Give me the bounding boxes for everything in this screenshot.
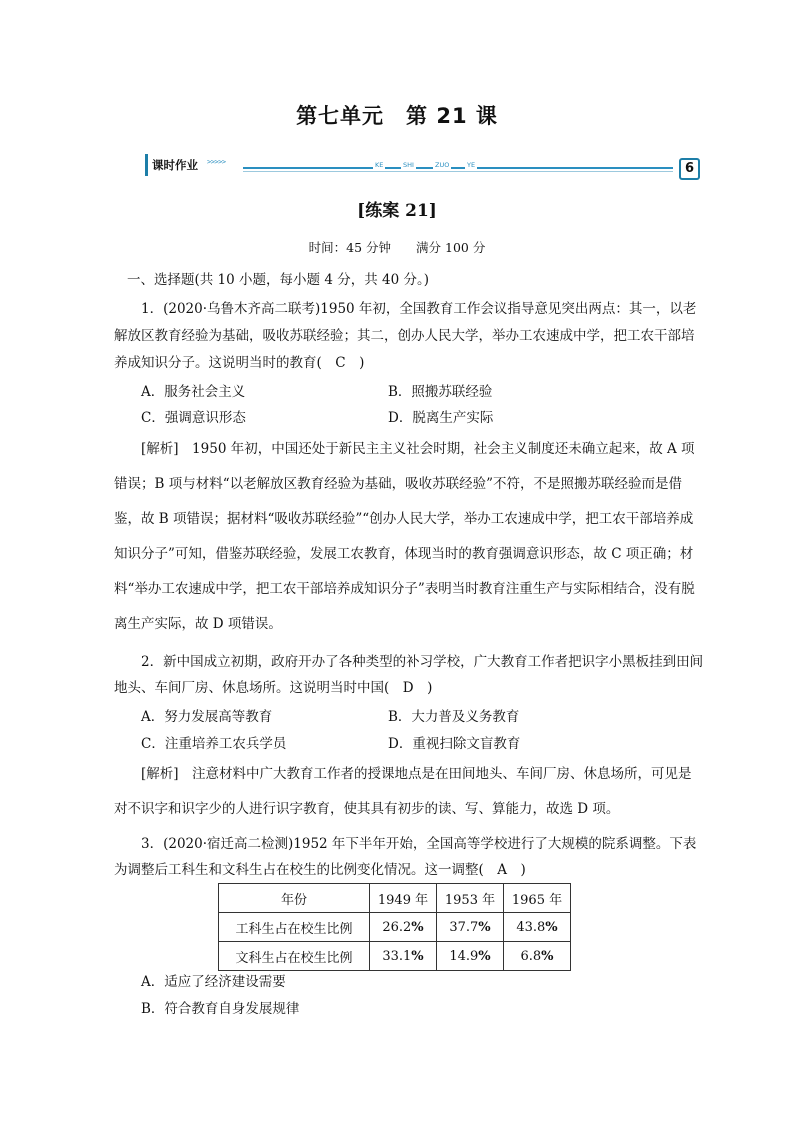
question-1-option-b: B．照搬苏联经验 [388, 384, 493, 400]
table-row-label: 文科生占在校生比例 [219, 942, 370, 971]
ratio-table [218, 883, 571, 971]
question-1-option-d: D．脱离生产实际 [388, 410, 494, 426]
section-heading: 一、选择题(共 10 小题，每小题 4 分，共 40 分。) [127, 272, 429, 288]
banner-pin-ke: KE [375, 161, 384, 169]
question-1-stem: 1．(2020·乌鲁木齐高二联考)1950 年初，全国教育工作会议指导意见突出两点：其一，以老解放区教育经验为基础，吸收苏联经验；其二，创办人民大学，举办工农速成中学，把工农干部培养成知识分子。这说明当时的教育( C ) [114, 301, 697, 371]
table-row-label: 工科生占在校生比例 [219, 913, 370, 942]
table-row [219, 913, 571, 942]
exercise-subtitle: [练案 21] [357, 201, 437, 221]
analysis-text: 注意材料中广大教育工作者的授课地点是在田间地头、车间厂房、休息场所，可见是对不识字和识字少的人进行识字教育，使其具有初步的读、写、算能力，故选 D 项。 [114, 766, 692, 817]
banner-divider-line [243, 167, 673, 169]
question-3-option-a: A．适应了经济建设需要 [141, 974, 286, 990]
banner-divider-subline [243, 171, 673, 172]
banner-arrows: >>>>> [207, 158, 226, 166]
question-3-stem: 3．(2020·宿迁高二检测)1952 年下半年开始，全国高等学校进行了大规模的院系调整。下表为调整后工科生和文科生占在校生的比例变化情况。这一调整( A ) [114, 836, 697, 878]
page-title: 第七单元 第 21 课 [296, 104, 498, 128]
table-header-row [219, 884, 571, 913]
analysis-text: 1950 年初，中国还处于新民主主义社会时期，社会主义制度还未确立起来，故 A 项错误；B 项与材料“以老解放区教育经验为基础，吸收苏联经验”不符，不是照搬苏联经验而是借鉴，故 B 项错误；据材料“吸收苏联经验”“创办人民大学，举办工农速成中学，把工农干部培养成知识分子”可知，借鉴苏联经验，发展工农教育，体现当时的教育强调意识形态，故 C 项正确；材料“举办工农速成中学，把工农干部培养成知识分子”表明当时教育注重生产与实际相结合，没有脱离生产实际，故 D 项错误。 [114, 441, 695, 632]
analysis-tag: [解析] [141, 441, 179, 457]
table-header-cell: 1949 年 [370, 884, 437, 913]
banner-number-badge: 6 [679, 158, 700, 180]
table-cell: 14.9% [437, 942, 504, 971]
table-row [219, 942, 571, 971]
table-cell: 6.8% [504, 942, 571, 971]
banner-pin-ye: YE [467, 161, 476, 169]
table-header-cell: 1953 年 [437, 884, 504, 913]
section-banner [145, 150, 700, 184]
banner-label: 课时作业 [145, 154, 202, 176]
banner-pin-zuo: ZUO [435, 161, 450, 169]
table-cell: 43.8% [504, 913, 571, 942]
question-2-analysis [114, 757, 704, 827]
question-1-option-a: A．服务社会主义 [141, 384, 246, 400]
table-header-cell: 1965 年 [504, 884, 571, 913]
question-2-option-c: C．注重培养工农兵学员 [141, 736, 287, 752]
question-2-option-a: A．努力发展高等教育 [141, 709, 273, 725]
question-2-option-d: D．重视扫除文盲教育 [388, 736, 521, 752]
table-cell: 37.7% [437, 913, 504, 942]
table-cell: 33.1% [370, 942, 437, 971]
question-1-option-c: C．强调意识形态 [141, 410, 246, 426]
question-2-option-b: B．大力普及义务教育 [388, 709, 520, 725]
analysis-tag: [解析] [141, 766, 179, 782]
table-header-cell: 年份 [219, 884, 370, 913]
question-1-analysis [114, 432, 704, 642]
question-2-stem: 2．新中国成立初期，政府开办了各种类型的补习学校，广大教育工作者把识字小黑板挂到田间地头、车间厂房、休息场所。这说明当时中国( D ) [114, 654, 704, 696]
question-3-option-b: B．符合教育自身发展规律 [141, 1001, 300, 1017]
banner-pin-shi: SHI [403, 161, 414, 169]
table-cell: 26.2% [370, 913, 437, 942]
exercise-meta: 时间：45 分钟 满分 100 分 [308, 240, 486, 255]
